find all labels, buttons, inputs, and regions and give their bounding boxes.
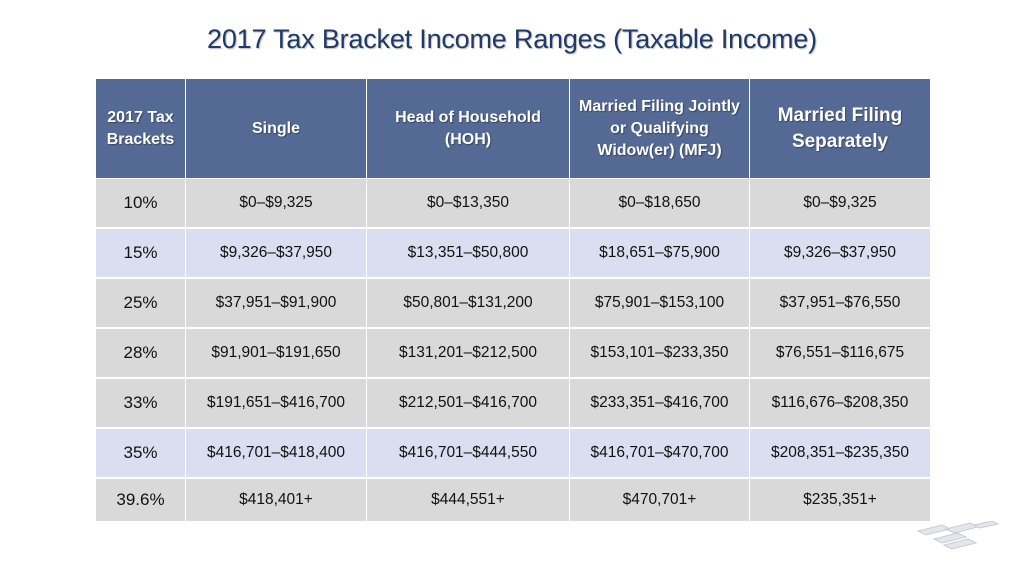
bracket-rate: 28% [96,328,186,378]
mfs-range: $37,951–$76,550 [750,278,931,328]
single-range: $418,401+ [186,478,367,522]
mfs-range: $76,551–$116,675 [750,328,931,378]
header-mfs: Married Filing Separately [750,79,931,179]
table-row [96,428,931,478]
mfj-range: $416,701–$470,700 [570,428,750,478]
hoh-range: $212,501–$416,700 [367,378,570,428]
single-range: $91,901–$191,650 [186,328,367,378]
single-range: $191,651–$416,700 [186,378,367,428]
bracket-rate: 35% [96,428,186,478]
mfj-range: $75,901–$153,100 [570,278,750,328]
single-range: $37,951–$91,900 [186,278,367,328]
table-row [96,228,931,278]
table-header-row [96,79,931,179]
header-single: Single [186,79,367,179]
table-row [96,378,931,428]
mfs-range: $116,676–$208,350 [750,378,931,428]
bracket-rate: 33% [96,378,186,428]
hoh-range: $131,201–$212,500 [367,328,570,378]
mfs-range: $0–$9,325 [750,179,931,229]
hoh-range: $0–$13,350 [367,179,570,229]
bracket-rate: 15% [96,228,186,278]
single-range: $9,326–$37,950 [186,228,367,278]
table-row [96,179,931,229]
stacked-tiles-logo-icon [916,521,1000,551]
mfj-range: $153,101–$233,350 [570,328,750,378]
tax-bracket-table [95,78,931,523]
mfj-range: $470,701+ [570,478,750,522]
table-row [96,478,931,522]
table-row [96,328,931,378]
bracket-rate: 25% [96,278,186,328]
bracket-rate: 39.6% [96,478,186,522]
mfj-range: $233,351–$416,700 [570,378,750,428]
header-hoh: Head of Household (HOH) [367,79,570,179]
header-mfj: Married Filing Jointly or Qualifying Widow(er) (MFJ) [570,79,750,179]
hoh-range: $444,551+ [367,478,570,522]
single-range: $0–$9,325 [186,179,367,229]
mfj-range: $18,651–$75,900 [570,228,750,278]
hoh-range: $416,701–$444,550 [367,428,570,478]
hoh-range: $50,801–$131,200 [367,278,570,328]
mfs-range: $208,351–$235,350 [750,428,931,478]
header-brackets: 2017 Tax Brackets [96,79,186,179]
slide-title: 2017 Tax Bracket Income Ranges (Taxable Income) [207,24,817,54]
mfs-range: $235,351+ [750,478,931,522]
mfj-range: $0–$18,650 [570,179,750,229]
bracket-rate: 10% [96,179,186,229]
single-range: $416,701–$418,400 [186,428,367,478]
table-row [96,278,931,328]
hoh-range: $13,351–$50,800 [367,228,570,278]
mfs-range: $9,326–$37,950 [750,228,931,278]
